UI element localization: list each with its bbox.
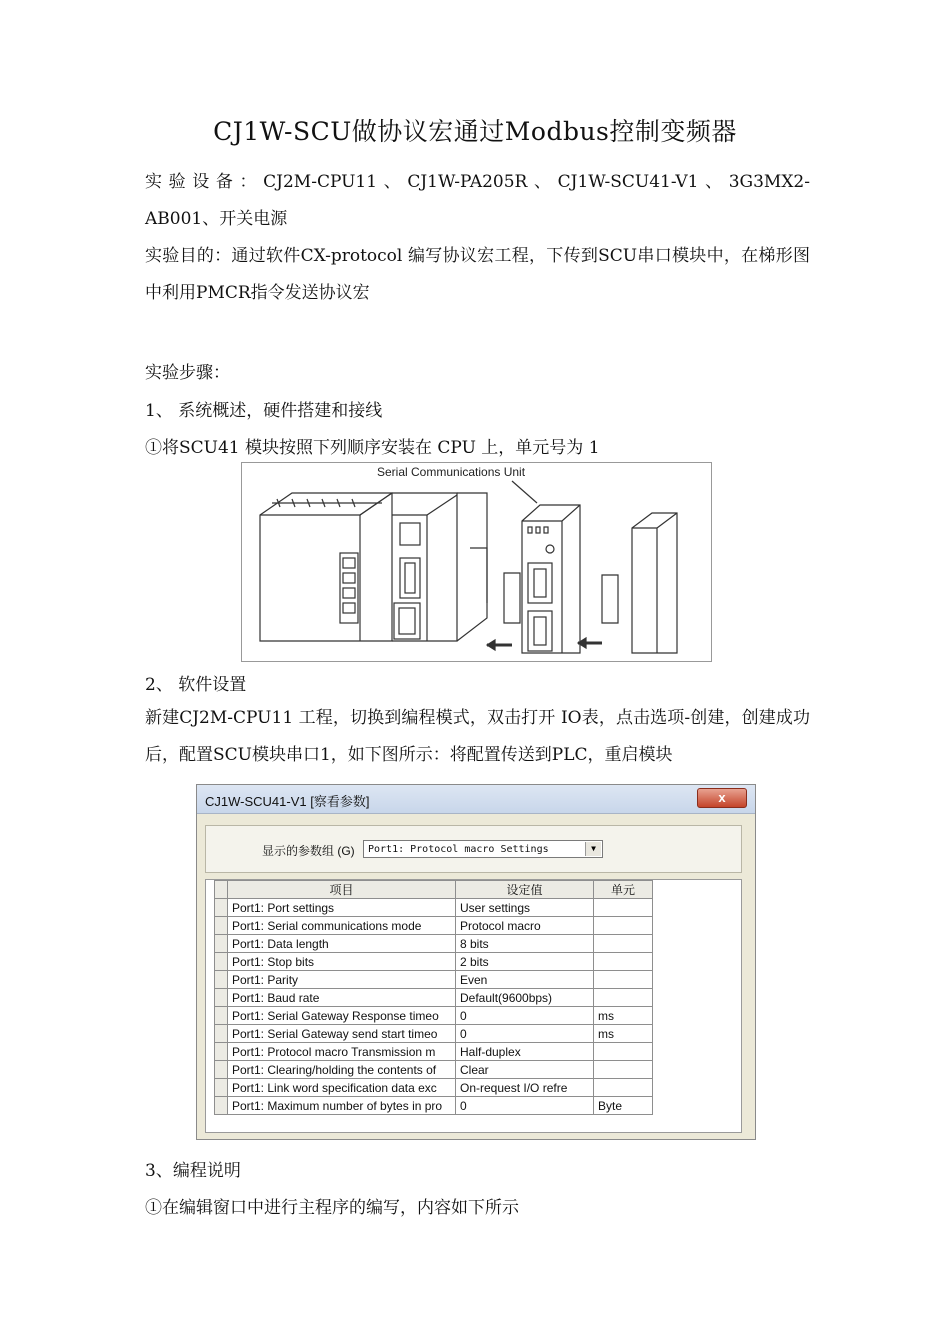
parameter-group-value: Port1: Protocol macro Settings [368, 844, 549, 855]
parameter-name-cell: Port1: Maximum number of bytes in pro [228, 1097, 456, 1115]
parameter-table-container [205, 879, 742, 1133]
parameter-group-label: 显示的参数组 (G) [262, 844, 355, 858]
parameter-value-cell[interactable]: Even [456, 971, 594, 989]
parameter-value-cell[interactable]: 0 [456, 1097, 594, 1115]
table-row[interactable] [215, 917, 653, 935]
step1-heading: 1、 系统概述，硬件搭建和接线 [145, 401, 383, 421]
step3-subtext: ①在编辑窗口中进行主程序的编写，内容如下所示 [145, 1198, 519, 1218]
step1-subtext: ①将SCU41 模块按照下列顺序安装在 CPU 上，单元号为 1 [145, 438, 600, 458]
row-header-cell[interactable] [215, 1007, 228, 1025]
parameter-value-cell[interactable]: Protocol macro [456, 917, 594, 935]
parameter-value-cell[interactable]: User settings [456, 899, 594, 917]
chevron-down-icon[interactable]: ▼ [585, 842, 601, 856]
parameter-name-cell: Port1: Stop bits [228, 953, 456, 971]
equipment-text: 实验设备：CJ2M-CPU11、CJ1W-PA205R、CJ1W-SCU41-V1、3G3MX2-AB001、开关电源 [145, 172, 810, 229]
hardware-assembly-figure [241, 462, 712, 662]
row-header-cell[interactable] [215, 917, 228, 935]
step2-heading: 2、 软件设置 [145, 675, 247, 695]
parameter-unit-cell: ms [594, 1025, 653, 1043]
row-header-cell[interactable] [215, 1025, 228, 1043]
parameter-name-cell: Port1: Serial Gateway send start timeo [228, 1025, 456, 1043]
parameter-value-cell[interactable]: On-request I/O refre [456, 1079, 594, 1097]
row-header-cell[interactable] [215, 1061, 228, 1079]
row-header-cell[interactable] [215, 1079, 228, 1097]
column-header-value[interactable]: 设定值 [456, 881, 594, 899]
parameter-name-cell: Port1: Parity [228, 971, 456, 989]
parameter-name-cell: Port1: Serial Gateway Response timeo [228, 1007, 456, 1025]
parameter-value-cell[interactable]: Clear [456, 1061, 594, 1079]
step2-text: 新建CJ2M-CPU11 工程，切换到编程模式，双击打开 IO表，点击选项-创建，创建成功后，配置SCU模块串口1，如下图所示：将配置传送到PLC，重启模块 [145, 708, 810, 765]
parameter-value-cell[interactable]: 8 bits [456, 935, 594, 953]
step3-heading: 3、编程说明 [145, 1161, 241, 1181]
parameter-dialog [196, 784, 756, 1140]
parameter-name-cell: Port1: Data length [228, 935, 456, 953]
parameter-unit-cell [594, 989, 653, 1007]
column-header-unit[interactable]: 单元 [594, 881, 653, 899]
parameter-unit-cell [594, 971, 653, 989]
parameter-unit-cell [594, 953, 653, 971]
parameter-unit-cell: Byte [594, 1097, 653, 1115]
dialog-title: CJ1W-SCU41-V1 [察看参数] [205, 794, 370, 809]
parameter-name-cell: Port1: Link word specification data exc [228, 1079, 456, 1097]
parameter-unit-cell: ms [594, 1007, 653, 1025]
dialog-titlebar [197, 785, 755, 814]
parameter-unit-cell [594, 1061, 653, 1079]
parameter-value-cell[interactable]: Default(9600bps) [456, 989, 594, 1007]
parameter-value-cell[interactable]: Half-duplex [456, 1043, 594, 1061]
parameter-name-cell: Port1: Clearing/holding the contents of [228, 1061, 456, 1079]
parameter-group-select[interactable] [363, 840, 603, 858]
parameter-value-cell[interactable]: 0 [456, 1007, 594, 1025]
purpose-text: 实验目的：通过软件CX-protocol 编写协议宏工程，下传到SCU串口模块中，在梯形图中利用PMCR指令发送协议宏 [145, 246, 810, 303]
parameter-value-cell[interactable]: 2 bits [456, 953, 594, 971]
table-row[interactable] [215, 1043, 653, 1061]
parameter-group-box [205, 825, 742, 873]
table-row[interactable] [215, 1097, 653, 1115]
row-header-corner [215, 881, 228, 899]
parameter-name-cell: Port1: Serial communications mode [228, 917, 456, 935]
table-row[interactable] [215, 1061, 653, 1079]
parameter-value-cell[interactable]: 0 [456, 1025, 594, 1043]
row-header-cell[interactable] [215, 971, 228, 989]
parameter-name-cell: Port1: Protocol macro Transmission m [228, 1043, 456, 1061]
parameter-unit-cell [594, 899, 653, 917]
table-row[interactable] [215, 899, 653, 917]
parameter-unit-cell [594, 935, 653, 953]
parameter-unit-cell [594, 917, 653, 935]
table-row[interactable] [215, 1079, 653, 1097]
table-row[interactable] [215, 1025, 653, 1043]
figure-caption: Serial Communications Unit [377, 465, 526, 479]
steps-heading: 实验步骤： [145, 363, 230, 383]
close-button[interactable]: x [697, 788, 747, 808]
row-header-cell[interactable] [215, 935, 228, 953]
row-header-cell[interactable] [215, 989, 228, 1007]
row-header-cell[interactable] [215, 953, 228, 971]
parameter-name-cell: Port1: Port settings [228, 899, 456, 917]
row-header-cell[interactable] [215, 1043, 228, 1061]
table-row[interactable] [215, 935, 653, 953]
parameter-name-cell: Port1: Baud rate [228, 989, 456, 1007]
column-header-item[interactable]: 项目 [228, 881, 456, 899]
parameter-table [214, 880, 653, 1115]
table-row[interactable] [215, 953, 653, 971]
document-title: CJ1W-SCU做协议宏通过Modbus控制变频器 [213, 117, 737, 146]
table-row[interactable] [215, 989, 653, 1007]
table-header-row [215, 881, 653, 899]
table-row[interactable] [215, 971, 653, 989]
hardware-drawing [242, 463, 711, 661]
row-header-cell[interactable] [215, 899, 228, 917]
row-header-cell[interactable] [215, 1097, 228, 1115]
table-row[interactable] [215, 1007, 653, 1025]
parameter-unit-cell [594, 1079, 653, 1097]
parameter-unit-cell [594, 1043, 653, 1061]
